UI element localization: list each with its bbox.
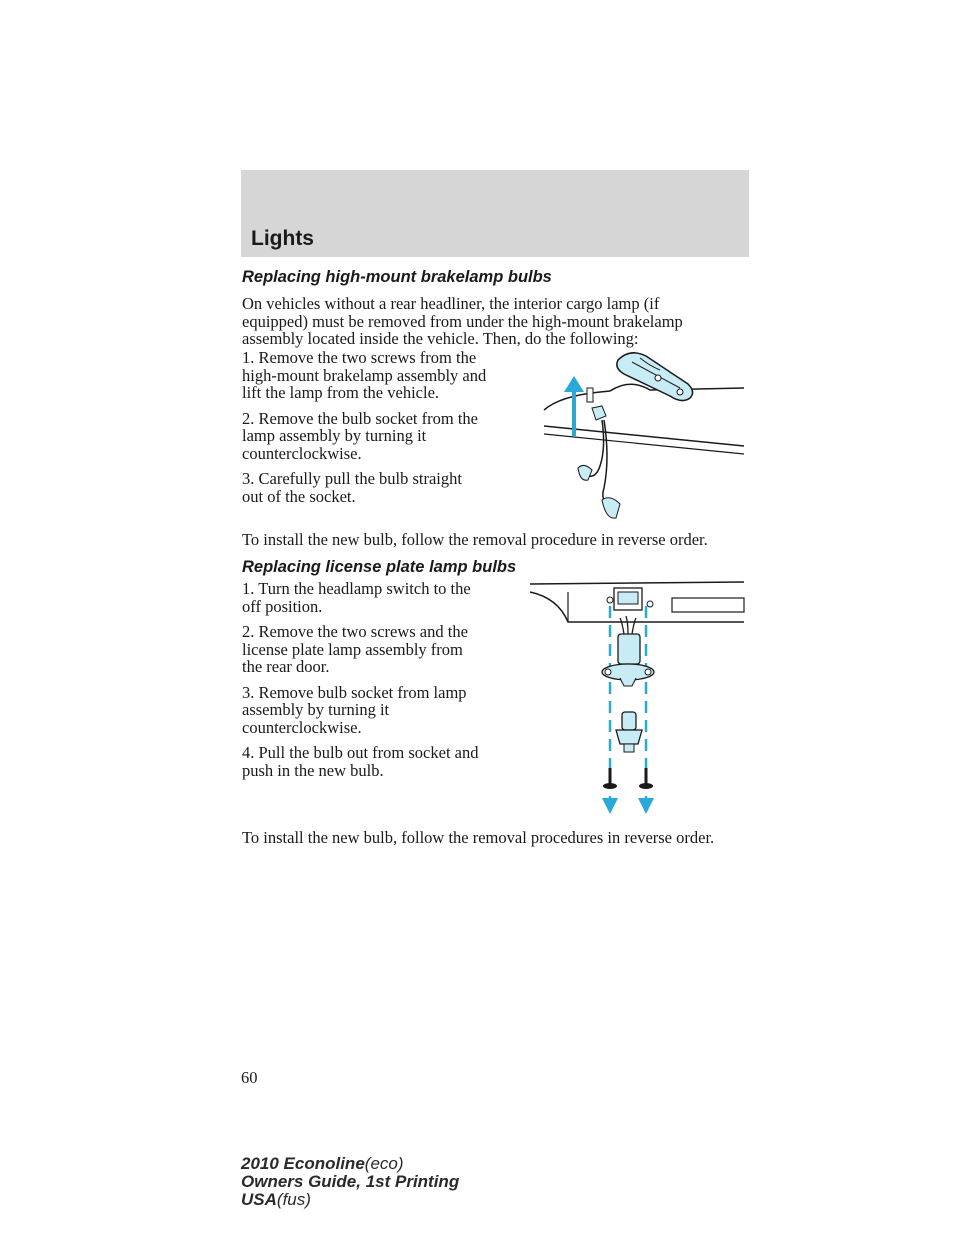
step-line: the rear door. (242, 657, 330, 676)
step-item (242, 470, 502, 505)
step-line: 1. Remove the two screws from the (242, 348, 477, 367)
section-title: Lights (251, 227, 314, 250)
step-item (242, 744, 502, 779)
step-line: 4. Pull the bulb out from socket and (242, 743, 479, 762)
step-line: assembly by turning it (242, 700, 390, 719)
step-line: lamp assembly by turning it (242, 426, 427, 445)
footer-line-1 (241, 1155, 459, 1173)
footer-model-code: (eco) (364, 1154, 404, 1173)
step-line: off position. (242, 596, 323, 616)
closing-brakelamp (242, 531, 752, 549)
closing-text: To install the new bulb, follow the removal procedures in reverse order. (242, 828, 715, 847)
brakelamp-illustration (540, 348, 746, 526)
step-item (242, 410, 502, 463)
paragraph-line: equipped) must be removed from under the high-mount brakelamp (242, 311, 683, 331)
step-line: license plate lamp assembly from (242, 639, 463, 659)
closing-license-plate (242, 829, 752, 847)
section-license-plate (242, 558, 752, 577)
step-line: 2. Remove the bulb socket from the (242, 408, 478, 428)
header-band (241, 170, 749, 257)
paragraph-line: assembly located inside the vehicle. Then, do the following: (242, 329, 639, 348)
step-item (242, 349, 502, 402)
step-line: out of the socket. (242, 486, 356, 506)
step-line: 3. Carefully pull the bulb straight (242, 469, 462, 488)
step-line: 2. Remove the two screws and the (242, 622, 468, 641)
steps-license-plate (242, 580, 502, 779)
footer-market-code: (fus) (276, 1190, 311, 1209)
section-brakelamp (242, 268, 752, 348)
document-footer (241, 1155, 459, 1209)
step-line: high-mount brakelamp assembly and (242, 365, 487, 385)
license-plate-lamp-illustration (528, 578, 746, 818)
footer-line-3 (241, 1191, 459, 1209)
page-number: 60 (241, 1068, 258, 1087)
footer-market: USA (241, 1190, 277, 1209)
steps-brakelamp (242, 349, 502, 505)
section-heading: Replacing high-mount brakelamp bulbs (242, 268, 552, 286)
section-heading: Replacing license plate lamp bulbs (242, 558, 517, 576)
step-item (242, 684, 502, 737)
step-line: lift the lamp from the vehicle. (242, 383, 440, 402)
step-line: 3. Remove bulb socket from lamp (242, 682, 467, 702)
footer-model: 2010 Econoline (241, 1154, 365, 1173)
footer-line-2: Owners Guide, 1st Printing (241, 1172, 460, 1191)
step-line: counterclockwise. (242, 443, 362, 463)
step-line: 1. Turn the headlamp switch to the (242, 579, 471, 598)
paragraph-line: On vehicles without a rear headliner, the interior cargo lamp (if (242, 294, 660, 313)
closing-text: To install the new bulb, follow the removal procedure in reverse order. (242, 530, 708, 549)
step-line: push in the new bulb. (242, 760, 384, 780)
step-item (242, 623, 502, 676)
step-line: counterclockwise. (242, 717, 362, 737)
step-item (242, 580, 502, 615)
